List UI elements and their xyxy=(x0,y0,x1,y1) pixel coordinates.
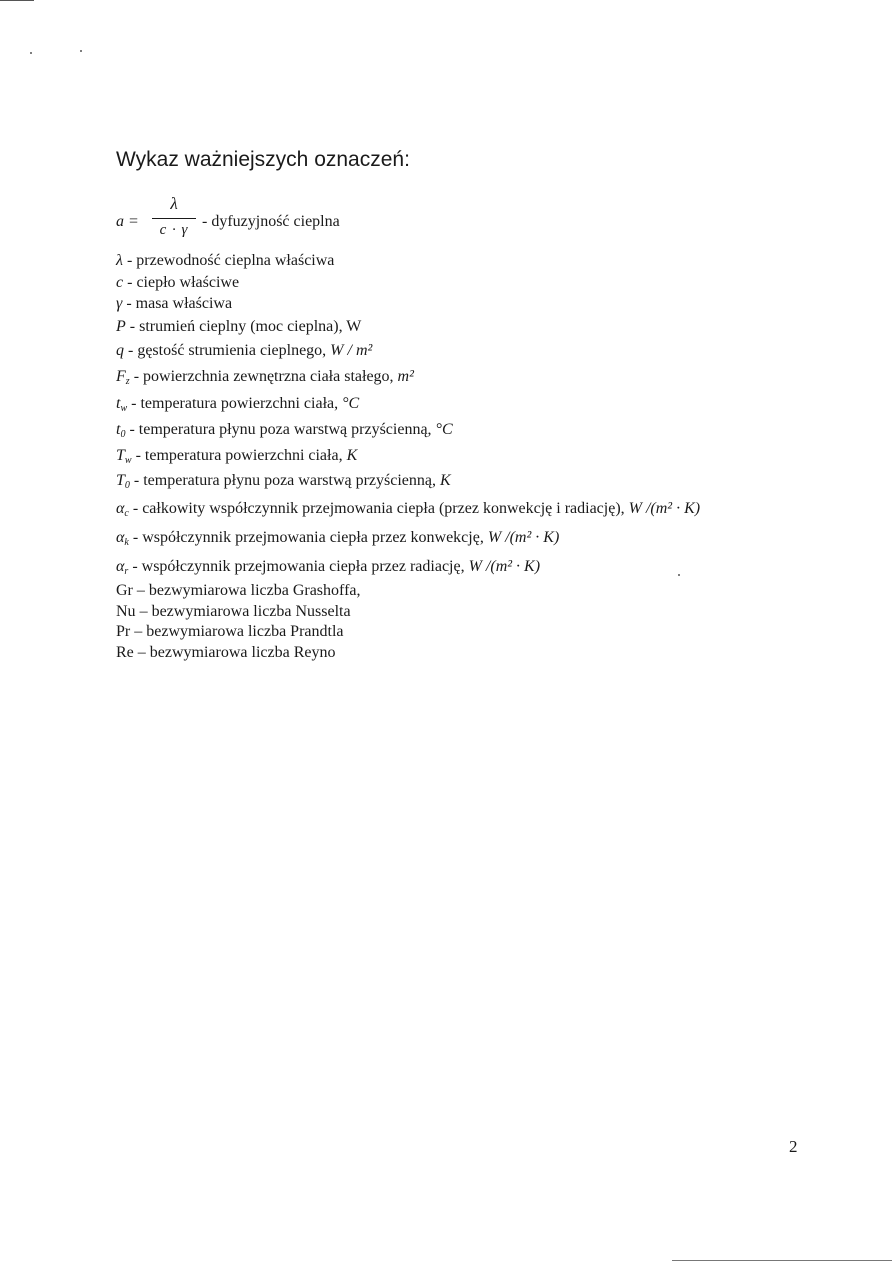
fraction-bar xyxy=(152,218,196,219)
formula-numerator: λ xyxy=(170,194,178,213)
symbol-description: – bezwymiarowa liczba Reyno xyxy=(133,644,336,661)
scan-speck xyxy=(30,52,32,54)
symbol: $\alpha_r$ xyxy=(116,558,129,577)
symbol-entry xyxy=(116,420,453,445)
page-heading: Wykaz ważniejszych oznaczeń: xyxy=(116,148,410,171)
page-number: 2 xyxy=(789,1137,798,1156)
symbol-subscript: r xyxy=(124,566,129,577)
symbol-description: – bezwymiarowa liczba Nusselta xyxy=(135,603,351,620)
scan-edge-top xyxy=(0,0,34,1)
symbol-description: - temperatura powierzchni ciała, xyxy=(127,395,343,412)
symbol-unit: W /(m² · K) xyxy=(468,558,541,575)
symbol-description: - masa właściwa xyxy=(122,295,233,312)
symbol: Re xyxy=(116,644,134,661)
symbol-entry xyxy=(116,294,232,314)
symbol: $F_z$ xyxy=(116,368,130,387)
symbol-description: - temperatura płynu poza warstwą przyścienną, xyxy=(125,421,436,438)
formula-denominator: c · γ xyxy=(159,222,189,238)
symbol-description: - współczynnik przejmowania ciepła przez radiację, xyxy=(128,558,469,575)
symbol-unit: W /(m² · K) xyxy=(628,500,701,517)
symbol-subscript: w xyxy=(120,403,128,414)
symbol-entry xyxy=(116,622,343,642)
symbol: q xyxy=(116,342,124,359)
symbol-entry xyxy=(116,643,335,663)
symbol-description: - powierzchnia zewnętrzna ciała stałego, xyxy=(129,368,398,385)
symbol-description: - temperatura płynu poza warstwą przyścienną, xyxy=(129,472,440,489)
symbol-description: - przewodność cieplna właściwa xyxy=(122,252,335,269)
symbol-entry xyxy=(116,367,414,392)
symbol: $\alpha_c$ xyxy=(116,500,129,519)
symbol-subscript: k xyxy=(124,537,129,548)
symbol-entry xyxy=(116,471,451,496)
symbol: $T_0$ xyxy=(116,472,130,491)
symbol-subscript: 0 xyxy=(120,429,126,440)
symbol-entry xyxy=(116,251,334,271)
scan-speck xyxy=(678,574,680,576)
symbol: c xyxy=(116,274,124,291)
symbol-unit: W / m² xyxy=(330,342,373,359)
symbol: $\alpha_k$ xyxy=(116,529,129,548)
symbol: $t_w$ xyxy=(116,395,128,414)
symbol-unit: °C xyxy=(435,421,453,438)
symbol-unit: °C xyxy=(342,395,360,412)
symbol: γ xyxy=(116,295,123,312)
symbol: P xyxy=(116,318,126,335)
symbol-entry xyxy=(116,341,372,361)
symbol-entry xyxy=(116,602,351,622)
symbol-description: - gęstość strumienia cieplnego, xyxy=(124,342,331,359)
formula-fraction xyxy=(152,193,196,239)
symbol-description: – bezwymiarowa liczba Prandtla xyxy=(130,623,344,640)
symbol-description: - strumień cieplny (moc cieplna), W xyxy=(125,318,362,335)
symbol-entry xyxy=(116,273,239,293)
formula-lhs: a = xyxy=(116,213,139,230)
symbol-description: - współczynnik przejmowania ciepła przez konwekcję, xyxy=(128,529,488,546)
symbol-subscript: w xyxy=(124,455,132,466)
symbol-entry xyxy=(116,528,559,553)
symbol-entry xyxy=(116,557,540,582)
symbol-unit: K xyxy=(346,447,358,464)
symbol-description: - całkowity współczynnik przejmowania ciepła (przez konwekcję i radiację), xyxy=(128,500,629,517)
symbol-entry xyxy=(116,317,361,337)
symbol-description: - temperatura powierzchni ciała, xyxy=(131,447,347,464)
symbol: λ xyxy=(116,252,123,269)
symbol-description: – bezwymiarowa liczba Grashoffa, xyxy=(132,582,361,599)
symbol-entry xyxy=(116,394,359,419)
symbol-entry xyxy=(116,499,700,524)
symbol-subscript: z xyxy=(125,376,130,387)
symbol-subscript: c xyxy=(124,508,129,519)
symbol: Pr xyxy=(116,623,131,640)
symbol-unit: m² xyxy=(397,368,414,385)
symbol: Nu xyxy=(116,603,136,620)
symbol-unit: W /(m² · K) xyxy=(487,529,560,546)
symbol: $T_w$ xyxy=(116,447,132,466)
symbol-description: - ciepło właściwe xyxy=(123,274,240,291)
symbol-unit: K xyxy=(440,472,451,489)
scan-speck xyxy=(80,50,82,52)
symbol: Gr xyxy=(116,582,133,599)
symbol-subscript: 0 xyxy=(124,480,130,491)
symbol: $t_0$ xyxy=(116,421,126,440)
formula-description: - dyfuzyjność cieplna xyxy=(202,213,340,230)
symbol-entry xyxy=(116,446,357,471)
symbol-entry xyxy=(116,581,361,601)
